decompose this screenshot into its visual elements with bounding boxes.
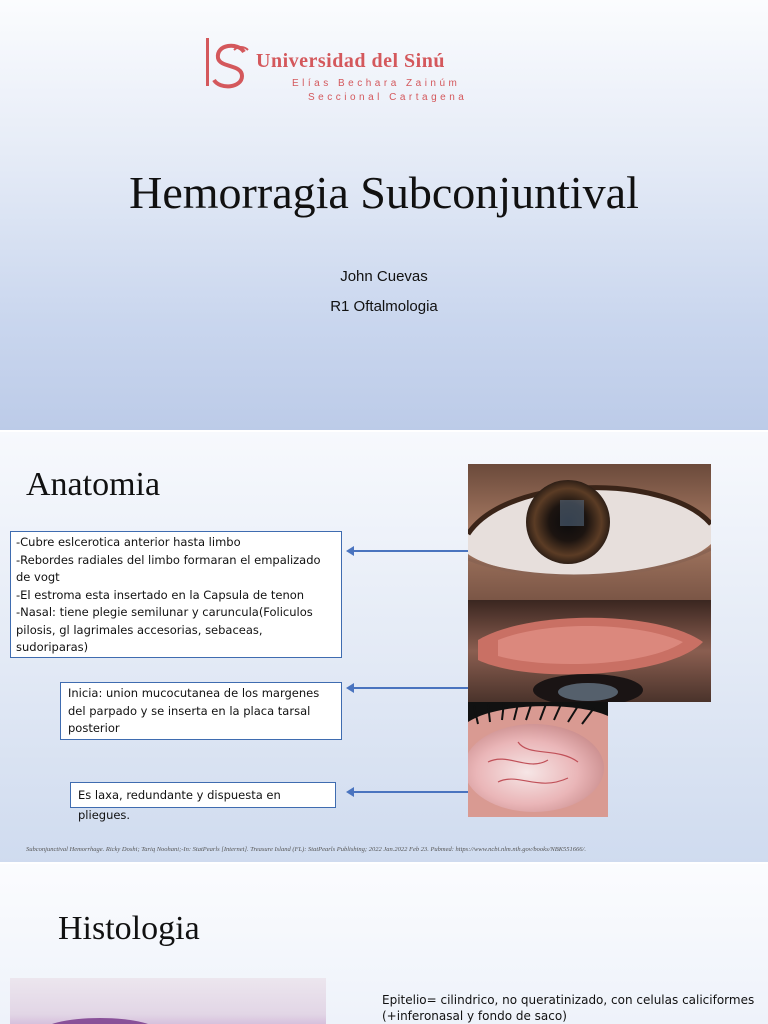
university-emblem-icon <box>204 36 252 92</box>
slide-title-anatomia: Anatomia <box>26 466 161 503</box>
arrow-left-icon <box>346 683 468 693</box>
text-line: -Cubre eslcerotica anterior hasta limbo <box>16 535 241 549</box>
eye-photo-fornix <box>468 702 608 817</box>
eye-photo-tarsal <box>468 600 711 702</box>
conjunctiva-fornix-textbox: Es laxa, redundante y dispuesta en pliegues. <box>70 782 336 808</box>
conjunctiva-bulbar-textbox <box>10 531 342 658</box>
arrow-left-icon <box>346 546 468 556</box>
logo-founder-line: Elías Bechara Zainúm <box>292 78 461 89</box>
author-name: John Cuevas <box>340 268 428 285</box>
text-line: de vogt <box>16 570 60 584</box>
logo-campus-line: Seccional Cartagena <box>308 92 468 103</box>
logo-university-name: Universidad del Sinú <box>256 50 445 72</box>
histology-epithelium-text: Epitelio= cilindrico, no queratinizado, con celulas caliciformes (+inferonasal y fondo de saco) <box>382 993 755 1023</box>
text-line: sudoriparas) <box>16 640 89 654</box>
slide-title-histologia: Histologia <box>58 910 200 947</box>
text-line: -Rebordes radiales del limbo formaran el empalizado <box>16 552 321 567</box>
text-line: -El estroma esta insertado en la Capsula de tenon <box>16 587 305 602</box>
conjunctiva-tarsal-textbox: Inicia: union mucocutanea de los margenes del parpado y se inserta en la placa tarsal posterior <box>60 682 342 740</box>
histology-micrograph <box>10 978 326 1024</box>
title-slide <box>0 0 768 432</box>
histology-slide <box>0 864 768 1024</box>
text-line: pilosis, gl lagrimales accesorias, sebaceas, <box>16 622 263 637</box>
university-logo <box>204 36 544 106</box>
slide-title: Hemorragia Subconjuntival <box>129 167 639 218</box>
author-role: R1 Oftalmologia <box>330 298 438 315</box>
eye-photo-bulbar <box>468 464 711 600</box>
citation-reference: Subconjunctival Hemorrhage. Ricky Doshi; Tariq Noohani;-In: StatPearls [Internet]. Treasure Island (FL): StatPearls Publishing; 2022 Jan.2022 Feb 23. Pubmed: https://www.ncbi.nlm.nih.gov/books/NBK551666/. <box>26 846 586 853</box>
text-line: -Nasal: tiene plegie semilunar y caruncula(Foliculos <box>16 605 313 619</box>
anatomy-slide <box>0 432 768 864</box>
arrow-left-icon <box>346 787 468 797</box>
